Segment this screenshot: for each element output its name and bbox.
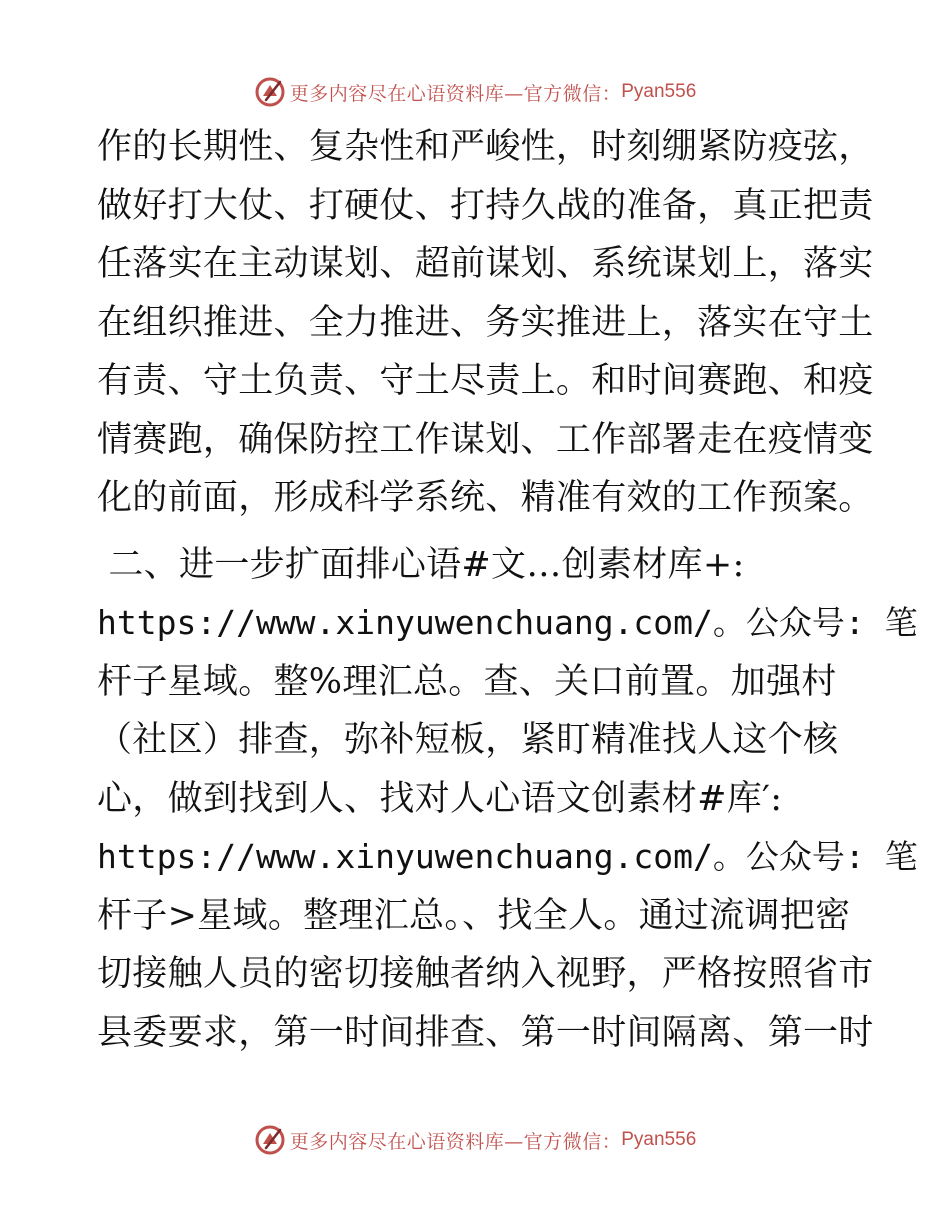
header-banner: [0, 72, 950, 112]
header-banner-text: 更多内容尽在心语资料库—官方微信：: [289, 82, 622, 105]
text-line: 做好打大仗、打硬仗、打持久战的准备，真正把责: [97, 185, 874, 226]
text-line: 心，做到找到人、找对人心语文创素材#库′:: [97, 778, 783, 819]
brand-logo-icon: [254, 1124, 286, 1156]
section-heading: 二、进一步扩面排心语#文…创素材库+:: [97, 544, 745, 585]
text-line: 作的长期性、复杂性和严峻性，时刻绷紧防疫弦，: [97, 127, 874, 167]
text-line: 切接触人员的密切接触者纳入视野，严格按照省市: [97, 954, 874, 994]
header-banner-wechat-id: Pyan556: [621, 81, 697, 102]
url-line: https://www.xinyuwenchuang.com/。公众号: 笔: [97, 837, 918, 876]
text-line: 杆子>星域。整理汇总。、找全人。通过流调把密: [97, 895, 851, 936]
text-line: 在组织推进、全力推进、务实推进上，落实在守土: [97, 302, 874, 343]
footer-banner-wechat-id: Pyan556: [621, 1129, 697, 1150]
footer-banner: [0, 1120, 950, 1160]
brand-logo-icon: [254, 76, 286, 108]
text-line: 化的前面，形成科学系统、精准有效的工作预案。: [97, 478, 874, 518]
document-body: [97, 118, 918, 1062]
text-line: 县委要求，第一时间排查、第一时间隔离、第一时: [97, 1012, 874, 1053]
text-line: 任落实在主动谋划、超前谋划、系统谋划上，落实: [97, 244, 874, 284]
text-line: 杆子星域。整%理汇总。查、关口前置。加强村: [97, 661, 837, 702]
text-line: 情赛跑，确保防控工作谋划、工作部署走在疫情变: [97, 419, 874, 460]
url-line: https://www.xinyuwenchuang.com/。公众号: 笔: [97, 603, 918, 642]
text-line: 有责、守土负责、守土尽责上。和时间赛跑、和疫: [97, 361, 874, 401]
text-line: （社区）排查，弥补短板，紧盯精准找人这个核: [97, 720, 839, 760]
footer-banner-text: 更多内容尽在心语资料库—官方微信：: [289, 1130, 622, 1153]
